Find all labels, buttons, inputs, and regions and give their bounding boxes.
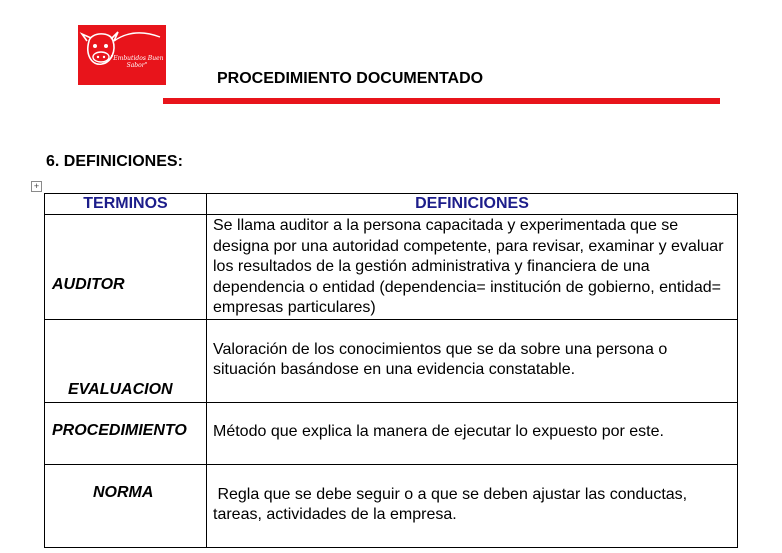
table-header-row [45,194,738,215]
document-title: PROCEDIMIENTO DOCUMENTADO [217,70,484,87]
term-text: EVALUACION [68,380,173,398]
definition-cell: Valoración de los conocimientos que se da sobre una persona o situación basándose en una evidencia constatable. [207,319,738,402]
definitions-table [44,193,738,548]
table-row [45,402,738,464]
header-definitions: DEFINICIONES [207,194,738,215]
table-move-handle-icon[interactable]: + [31,181,42,192]
definition-cell: Método que explica la manera de ejecutar lo expuesto por este. [207,402,738,464]
header-divider [163,98,720,104]
term-cell [45,319,207,402]
term-text: NORMA [93,483,154,501]
term-text: AUDITOR [52,276,125,293]
term-text: PROCEDIMIENTO [52,421,187,439]
term-cell [45,215,207,320]
header-terms: TERMINOS [45,194,207,215]
logo-brand-text: "Embutidos Buen Sabor" [110,55,164,69]
section-title: 6. DEFINICIONES: [46,153,183,170]
table-row [45,215,738,320]
definition-cell: Se llama auditor a la persona capacitada y experimentada que se designa por una autoridad competente, para revisar, examinar y evaluar los resultados de la gestión administrativa y financiera de una dependencia o entidad (dependencia= institución de gobierno, entidad= empresas particulares) [207,215,738,320]
definition-cell: Regla que se debe seguir o a que se deben ajustar las conductas, tareas, actividades de la empresa. [207,464,738,547]
table-row [45,464,738,547]
term-cell [45,464,207,547]
term-cell [45,402,207,464]
table-row [45,319,738,402]
company-logo [78,25,166,85]
